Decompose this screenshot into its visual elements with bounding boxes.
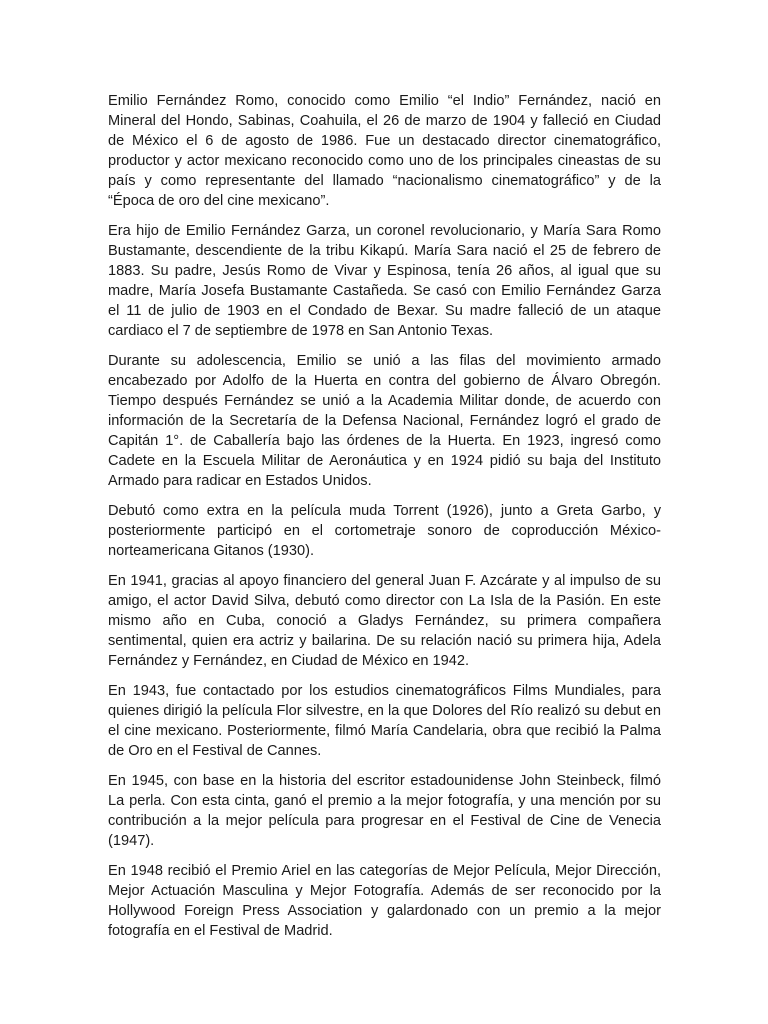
paragraph-birth-and-career: Emilio Fernández Romo, conocido como Emilio “el Indio” Fernández, nació en Mineral del Hondo, Sabinas, Coahuila, el 26 de marzo de 1904 y falleció en Ciudad de México el 6 de agosto de 1986. Fue un destacado director cinematográfico, productor y actor mexicano reconocido como uno de los principales cineastas de su país y como representante del llamado “nacionalismo cinematográfico” y de la “Época de oro del cine mexicano”. <box>108 93 661 209</box>
paragraph-films-mundiales: En 1943, fue contactado por los estudios cinematográficos Films Mundiales, para quienes dirigió la película Flor silvestre, en la que Dolores del Río realizó su debut en el cine mexicano. Posteriormente, filmó María Candelaria, obra que recibió la Palma de Oro en el Festival de Cannes. <box>108 683 661 759</box>
paragraph-ariel-award: En 1948 recibió el Premio Ariel en las categorías de Mejor Película, Mejor Dirección, Mejor Actuación Masculina y Mejor Fotografía. Además de ser reconocido por la Hollywood Foreign Press Association y galardonado con un premio a la mejor fotografía en el Festival de Madrid. <box>108 863 661 939</box>
paragraph-adolescence-military: Durante su adolescencia, Emilio se unió a las filas del movimiento armado encabezado por Adolfo de la Huerta en contra del gobierno de Álvaro Obregón. Tiempo después Fernández se unió a la Academia Militar donde, de acuerdo con información de la Secretaría de la Defensa Nacional, Fernández logró el grado de Capitán 1°. de Caballería bajo las órdenes de la Huerta. En 1923, ingresó como Cadete en la Escuela Militar de Aeronáutica y en 1924 pidió su baja del Instituto Armado para radicar en Estados Unidos. <box>108 353 661 489</box>
document-page <box>108 91 661 951</box>
paragraph-family: Era hijo de Emilio Fernández Garza, un coronel revolucionario, y María Sara Romo Bustamante, descendiente de la tribu Kikapú. María Sara nació el 25 de febrero de 1883. Su padre, Jesús Romo de Vivar y Espinosa, tenía 26 años, al igual que su madre, María Josefa Bustamante Castañeda. Se casó con Emilio Fernández Garza el 11 de julio de 1903 en el Condado de Bexar. Su madre falleció de un ataque cardiaco el 7 de septiembre de 1978 en San Antonio Texas. <box>108 223 661 339</box>
paragraph-acting-debut: Debutó como extra en la película muda Torrent (1926), junto a Greta Garbo, y posteriormente participó en el cortometraje sonoro de coproducción México-norteamericana Gitanos (1930). <box>108 503 661 559</box>
paragraph-directing-debut: En 1941, gracias al apoyo financiero del general Juan F. Azcárate y al impulso de su amigo, el actor David Silva, debutó como director con La Isla de la Pasión. En este mismo año en Cuba, conoció a Gladys Fernández, su primera compañera sentimental, quien era actriz y bailarina. De su relación nació su primera hija, Adela Fernández y Fernández, en Ciudad de México en 1942. <box>108 573 661 669</box>
paragraph-la-perla: En 1945, con base en la historia del escritor estadounidense John Steinbeck, filmó La perla. Con esta cinta, ganó el premio a la mejor fotografía, y una mención por su contribución a la mejor película para progresar en el Festival de Cine de Venecia (1947). <box>108 773 661 849</box>
